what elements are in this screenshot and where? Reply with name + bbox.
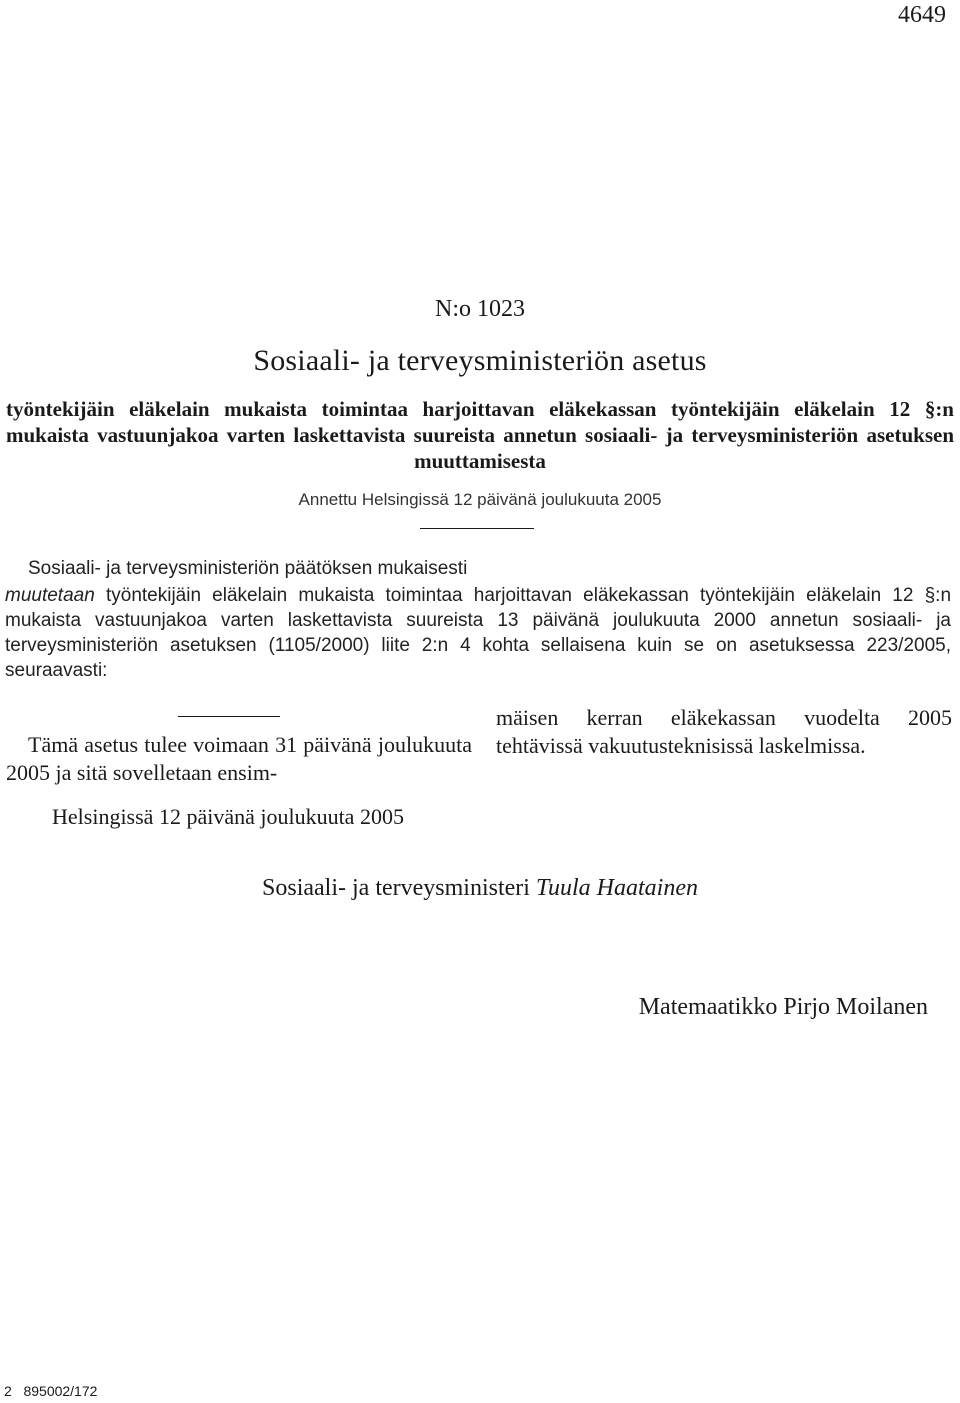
minister-signature — [0, 875, 960, 902]
section-divider — [178, 716, 280, 717]
document-title: Sosiaali- ja terveysministeriön asetus — [253, 344, 707, 377]
amendment-verb: muutetaan — [5, 585, 95, 606]
mathematician-signature: Matemaatikko Pirjo Moilanen — [638, 994, 928, 1020]
minister-title: Sosiaali- ja terveysministeri — [262, 875, 530, 901]
amendment-paragraph — [5, 583, 951, 683]
issued-date-line: Annettu Helsingissä 12 päivänä joulukuuta 2005 — [298, 490, 662, 509]
page-number: 4649 — [898, 2, 946, 28]
footer-code: 2 895002/172 — [4, 1383, 98, 1399]
minister-name: Tuula Haatainen — [535, 875, 698, 901]
entry-into-force-left-column: Tämä asetus tulee voimaan 31 päivänä joulukuuta 2005 ja sitä sovelletaan ensim- — [6, 732, 472, 785]
amendment-text: työntekijäin eläkelain mukaista toimintaa harjoittavan eläkekassan työntekijäin eläkelain 12 §:n mukaista vastuunjakoa varten laskettavista suureista 13 päivänä joulukuuta 2000 annetun sosiaali- ja terveysministeriön asetuksen (1105/2000) liite 2:n 4 kohta sellaisena kuin se on asetuksessa 223/2005, seuraavasti: — [5, 585, 952, 681]
preamble: Sosiaali- ja terveysministeriön päätöksen mukaisesti — [28, 558, 468, 579]
statute-number: N:o 1023 — [435, 296, 525, 322]
signing-place-date: Helsingissä 12 päivänä joulukuuta 2005 — [52, 804, 404, 829]
document-subtitle: työntekijäin eläkelain mukaista toimintaa harjoittavan eläkekassan työntekijäin eläkelain 12 §:n mukaista vastuunjakoa varten laskettavista suureista annetun sosiaali- ja terveysministeriön asetuksen muuttamisesta — [6, 397, 954, 473]
header-divider — [420, 528, 534, 529]
entry-into-force-right-column: mäisen kerran eläkekassan vuodelta 2005 tehtävissä vakuutusteknisissä laskelmissa. — [496, 705, 952, 758]
